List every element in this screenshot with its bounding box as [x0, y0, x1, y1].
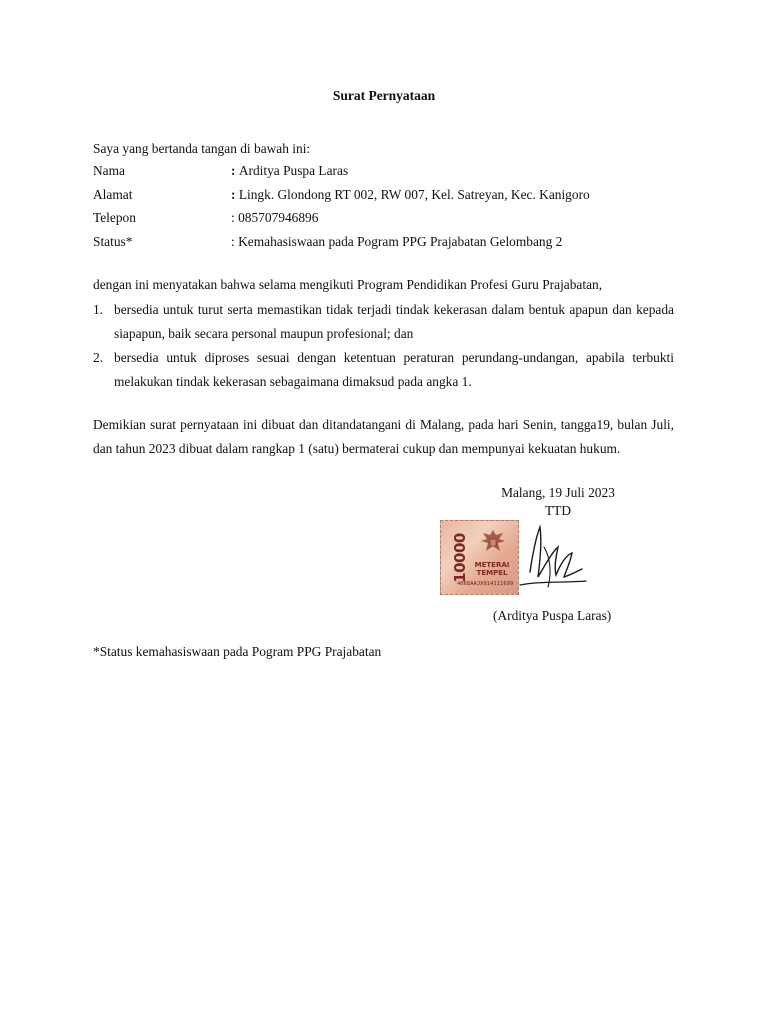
field-row-alamat: [93, 185, 590, 209]
signature-block: [440, 517, 590, 597]
field-colon: :: [231, 210, 235, 225]
field-label: Telepon: [93, 210, 136, 225]
list-item: [93, 346, 674, 394]
stamp-label: METERAI: [474, 561, 510, 569]
list-number: 1.: [93, 302, 104, 317]
place-date: Malang, 19 Juli 2023: [501, 485, 615, 500]
statement-text: dengan ini menyatakan bahwa selama mengikuti Program Pendidikan Profesi Guru Prajabatan,: [93, 277, 603, 292]
field-label: Alamat: [93, 186, 133, 202]
footnote: *Status kemahasiswaan pada Pogram PPG Prajabatan: [93, 644, 382, 659]
field-value: Kemahasiswaan pada Pogram PPG Prajabatan Gelombang 2: [238, 233, 563, 249]
ttd-label: TTD: [544, 503, 572, 518]
stamp-label: TEMPEL: [476, 569, 508, 577]
field-colon: :: [231, 233, 235, 249]
field-label: Nama: [93, 163, 125, 178]
field-colon: :: [231, 163, 236, 178]
list-item: [93, 298, 674, 346]
commitment-list: [93, 298, 674, 394]
identity-fields: [93, 161, 590, 255]
stamp-value: 10000: [450, 533, 469, 583]
document-title: Surat Pernyataan: [332, 88, 436, 103]
field-value: Arditya Puspa Laras: [238, 163, 349, 178]
field-row-nama: [93, 161, 590, 185]
stamp-serial: 4068AAJX014111699: [457, 581, 514, 587]
field-value: Lingk. Glondong RT 002, RW 007, Kel. Satreyan, Kec. Kanigoro: [238, 186, 590, 202]
list-number: 2.: [93, 350, 104, 365]
signer-name: (Arditya Puspa Laras): [493, 608, 612, 623]
field-colon: :: [231, 186, 236, 202]
field-row-status: [93, 232, 590, 256]
field-row-telepon: [93, 208, 590, 232]
list-text: bersedia untuk turut serta memastikan tidak terjadi tindak kekerasan dalam bentuk apapun dan kepada siapapun, baik secara personal maupun profesional; dan: [114, 302, 674, 341]
field-value: 085707946896: [238, 210, 319, 225]
list-text: bersedia untuk diproses sesuai dengan ketentuan peraturan perundang-undangan, apabila terbukti melakukan tindak kekerasan sebagaimana dimaksud pada angka 1.: [114, 350, 674, 389]
field-label: Status*: [93, 233, 133, 249]
handwritten-signature: [500, 517, 590, 597]
intro-text: Saya yang bertanda tangan di bawah ini:: [93, 141, 311, 156]
closing-paragraph: Demikian surat pernyataan ini dibuat dan ditandatangani di Malang, pada hari Senin, tangga19, bulan Juli, dan tahun 2023 dibuat dalam rangkap 1 (satu) bermaterai cukup dan mempunyai kekuatan hukum.: [93, 417, 674, 456]
